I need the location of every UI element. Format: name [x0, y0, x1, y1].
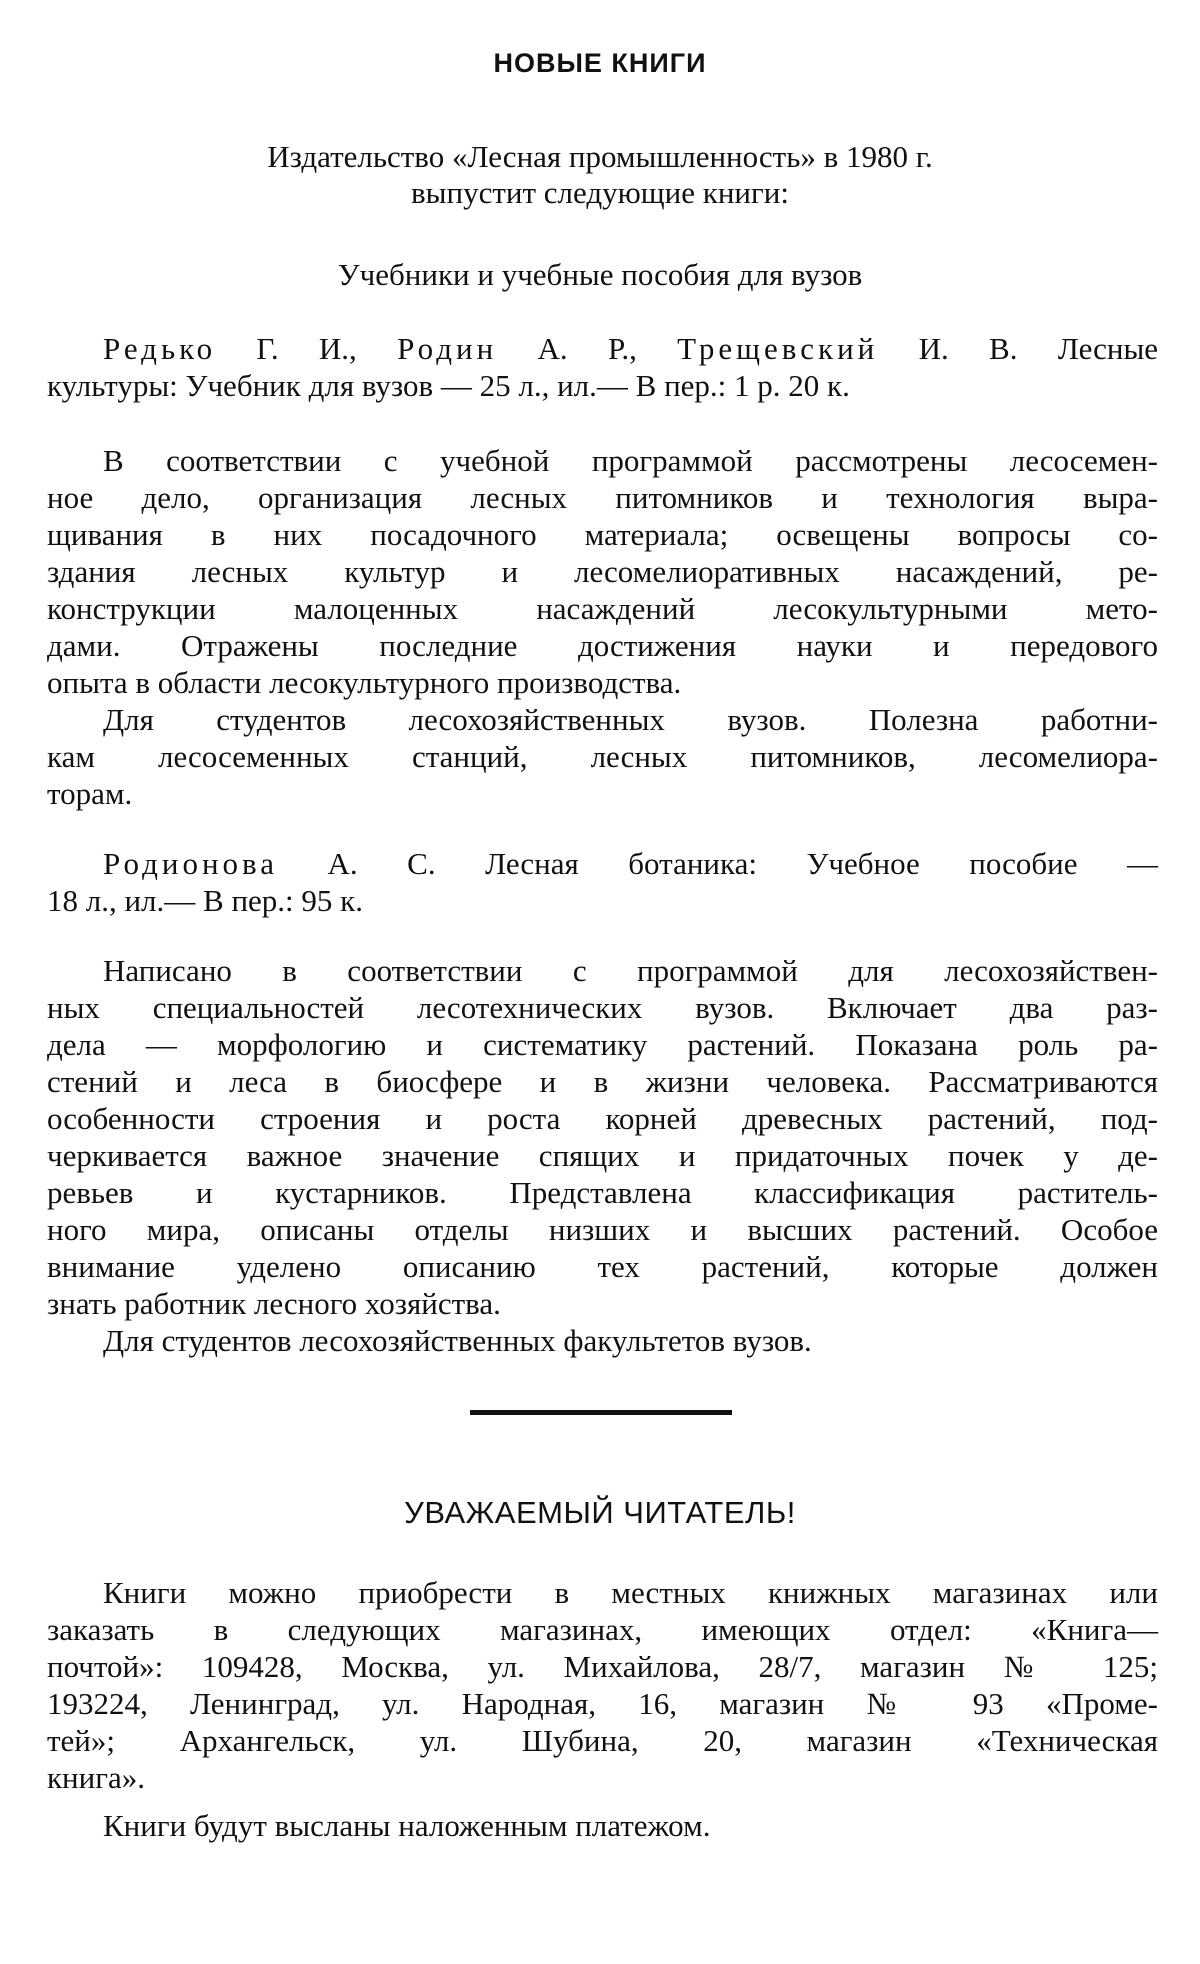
book1-author-1-initials: Г. И.,: [256, 331, 357, 366]
publisher-intro-line-1: Издательство «Лесная промышленность» в 1980 г.: [267, 139, 933, 174]
book2-abstract-line: ревьев и кустарников. Представлена классификация раститель-: [47, 1175, 1158, 1210]
book2-title-start: А. С. Лесная ботаника: Учебное пособие —: [327, 846, 1158, 881]
book1-audience-line: Для студентов лесохозяйственных вузов. Полезна работни-: [103, 702, 1158, 737]
book2-abstract-line: Написано в соответствии с программой для лесохозяйствен-: [103, 953, 1158, 988]
reader-notice-line: книга».: [47, 1760, 145, 1795]
book1-author-1-surname: Редько: [103, 331, 217, 366]
publisher-intro-line-2: выпустит следующие книги:: [411, 175, 789, 210]
book2-abstract-line: знать работник лесного хозяйства.: [47, 1286, 501, 1321]
reader-notice-line: Книги можно приобрести в местных книжных магазинах или: [103, 1575, 1158, 1610]
book2-entry-line-2: 18 л., ил.— В пер.: 95 к.: [47, 883, 363, 918]
book2-abstract-line: ных специальностей лесотехнических вузов. Включает два раз-: [47, 990, 1158, 1025]
book2-abstract-line: внимание уделено описанию тех растений, которые должен: [47, 1249, 1158, 1284]
section-divider: [470, 1410, 732, 1415]
book1-entry-line-2: культуры: Учебник для вузов — 25 л., ил.— В пер.: 1 р. 20 к.: [47, 368, 850, 403]
book1-title-start: И. В. Лесные: [918, 331, 1159, 366]
reader-notice-line: 193224, Ленинград, ул. Народная, 16, магазин № 93 «Проме-: [47, 1686, 1158, 1721]
book1-abstract-line: В соответствии с учебной программой рассмотрены лесосемен-: [103, 443, 1158, 478]
book1-author-2-initials: А. Р.,: [537, 331, 637, 366]
book2-abstract-line: дела — морфологию и систематику растений. Показана роль ра-: [47, 1027, 1158, 1062]
book2-author-surname: Родионова: [103, 846, 279, 881]
book1-entry-line-1: [103, 330, 1158, 368]
reader-notice-line: почтой»: 109428, Москва, ул. Михайлова, 28/7, магазин № 125;: [47, 1649, 1158, 1684]
page-heading: НОВЫЕ КНИГИ: [493, 48, 707, 78]
reader-notice-line: тей»; Архангельск, ул. Шубина, 20, магазин «Техническая: [47, 1723, 1158, 1758]
book1-audience-line: кам лесосеменных станций, лесных питомников, лесомелиора-: [47, 739, 1158, 774]
book2-abstract-line: стений и леса в биосфере и в жизни человека. Рассматриваются: [47, 1064, 1158, 1099]
book1-abstract-line: ное дело, организация лесных питомников и технология выра-: [47, 480, 1158, 515]
reader-closing-line: Книги будут высланы наложенным платежом.: [103, 1808, 711, 1843]
book1-author-3-surname: Трещевский: [677, 331, 879, 366]
book2-abstract-line: ного мира, описаны отделы низших и высших растений. Особое: [47, 1212, 1158, 1247]
book2-audience-line: Для студентов лесохозяйственных факультетов вузов.: [103, 1323, 812, 1358]
book1-abstract-line: дами. Отражены последние достижения науки и передового: [47, 628, 1158, 663]
book1-author-2-surname: Родин: [397, 331, 498, 366]
book1-abstract-line: здания лесных культур и лесомелиоративных насаждений, ре-: [47, 554, 1158, 589]
book1-abstract-line: щивания в них посадочного материала; освещены вопросы со-: [47, 517, 1158, 552]
reader-notice-title: УВАЖАЕМЫЙ ЧИТАТЕЛЬ!: [404, 1495, 796, 1530]
book1-audience-line: торам.: [47, 776, 133, 811]
book2-abstract-line: особенности строения и роста корней древесных растений, под-: [47, 1101, 1158, 1136]
reader-notice-line: заказать в следующих магазинах, имеющих отдел: «Книга—: [47, 1612, 1158, 1647]
book2-entry-line-1: [103, 845, 1158, 883]
book1-abstract-line: опыта в области лесокультурного производства.: [47, 665, 682, 700]
section-title: Учебники и учебные пособия для вузов: [337, 257, 863, 292]
book1-abstract-line: конструкции малоценных насаждений лесокультурными мето-: [47, 591, 1158, 626]
book2-abstract-line: черкивается важное значение спящих и придаточных почек у де-: [47, 1138, 1158, 1173]
